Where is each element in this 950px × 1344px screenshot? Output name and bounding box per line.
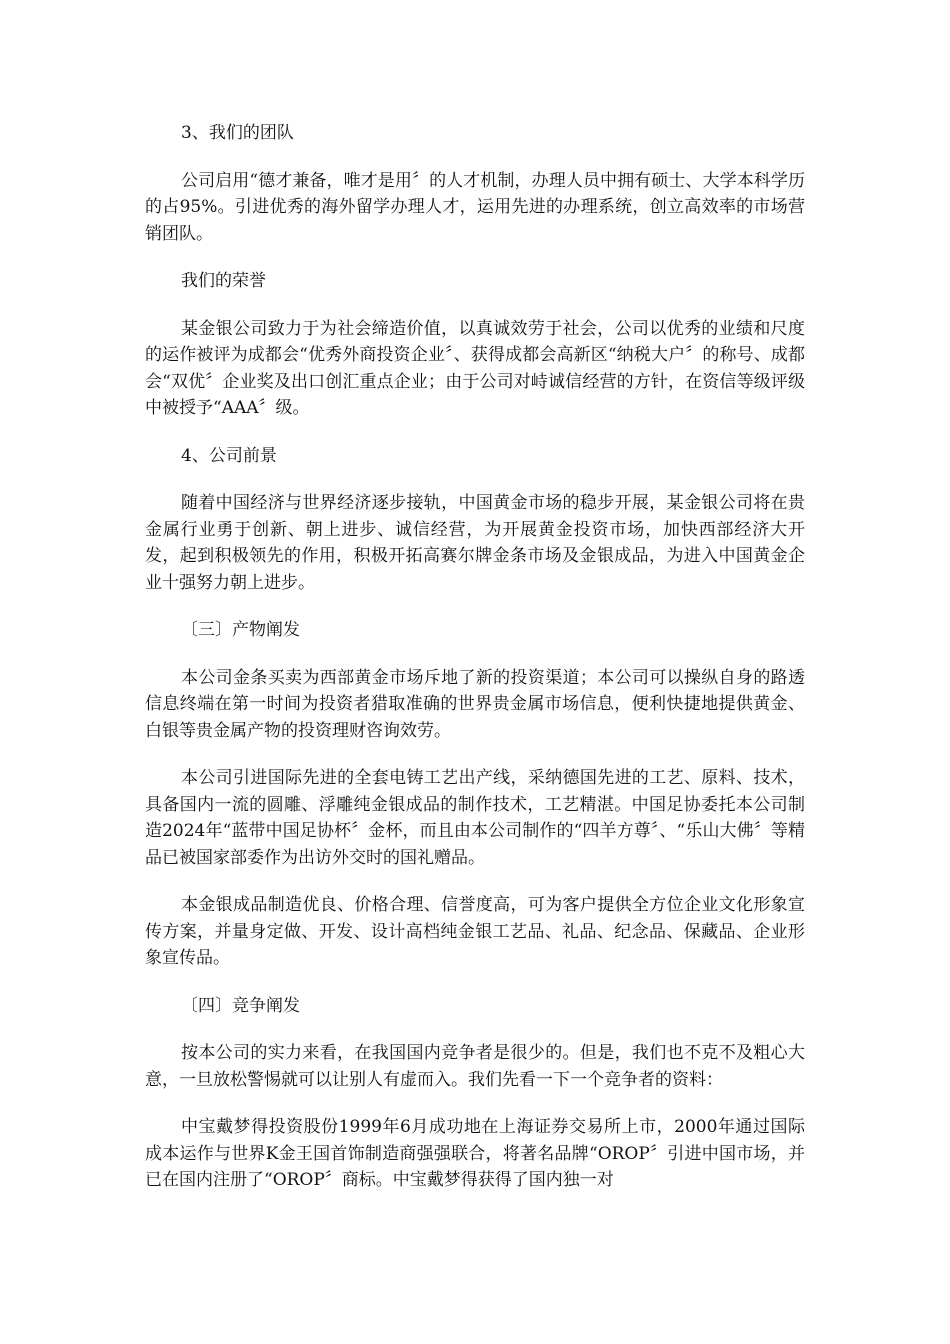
section-heading-team: 3、我们的团队: [181, 123, 294, 143]
paragraph-talent: 公司启用“德才兼备，唯才是用〞的人才机制，办理人员中拥有硕士、大学本科学历的占95%。引进优秀的海外留学办理人才，运用先进的办理系统，创立高效率的市场营销团队。: [145, 170, 805, 244]
paragraph-honors: 某金银公司致力于为社会缔造价值，以真诚效劳于社会，公司以优秀的业绩和尺度的运作被评为成都会“优秀外商投资企业〞、获得成都会高新区“纳税大户〞的称号、成都会“双优〞企业奖及出口创汇重点企业；由于公司对峙诚信经营的方针，在资信等级评级中被授予“AAA〞级。: [145, 318, 805, 418]
document-body: [145, 120, 805, 1215]
section-heading-competition: 〔四〕竞争阐发: [181, 995, 300, 1016]
paragraph-products-1: 本公司金条买卖为西部黄金市场斥地了新的投资渠道；本公司可以操纵自身的路透信息终端在第一时间为投资者猎取准确的世界贵金属市场信息，便利快捷地提供黄金、白银等贵金属产物的投资理财咨询效劳。: [145, 667, 805, 741]
paragraph-products-2: 本公司引进国际先进的全套电铸工艺出产线，采纳德国先进的工艺、原料、技术，具备国内一流的圆雕、浮雕纯金银成品的制作技术，工艺精湛。中国足协委托本公司制造2024年“蓝带中国足协杯〞金杯，而且由本公司制作的“四羊方尊〞、“乐山大佛〞等精品已被国家部委作为出访外交时的国礼赠品。: [145, 768, 805, 868]
paragraph-outlook: 随着中国经济与世界经济逐步接轨，中国黄金市场的稳步开展，某金银公司将在贵金属行业勇于创新、朝上进步、诚信经营，为开展黄金投资市场，加快西部经济大开发，起到积极领先的作用，积极开拓高赛尔牌金条市场及金银成品，为进入中国黄金企业十强努力朝上进步。: [145, 493, 805, 593]
paragraph-competition: 按本公司的实力来看，在我国国内竞争者是很少的。但是，我们也不克不及粗心大意，一旦放松警惕就可以让别人有虚而入。我们先看一下一个竞争者的资料：: [145, 1043, 805, 1090]
section-heading-honors: 我们的荣誉: [181, 271, 266, 291]
paragraph-products-3: 本金银成品制造优良、价格合理、信誉度高，可为客户提供全方位企业文化形象宣传方案，并量身定做、开发、设计高档纯金银工艺品、礼品、纪念品、保藏品、企业形象宣传品。: [145, 895, 805, 968]
section-heading-products: 〔三〕产物阐发: [181, 620, 300, 640]
paragraph-competitor: 中宝戴梦得投资股份1999年6月成功地在上海证券交易所上市，2000年通过国际成本运作与世界K金王国首饰制造商强强联合，将著名品牌“OROP〞引进中国市场，并已在国内注册了“OROP〞商标。中宝戴梦得获得了国内独一对: [145, 1117, 805, 1190]
section-heading-outlook: 4、公司前景: [181, 445, 277, 466]
